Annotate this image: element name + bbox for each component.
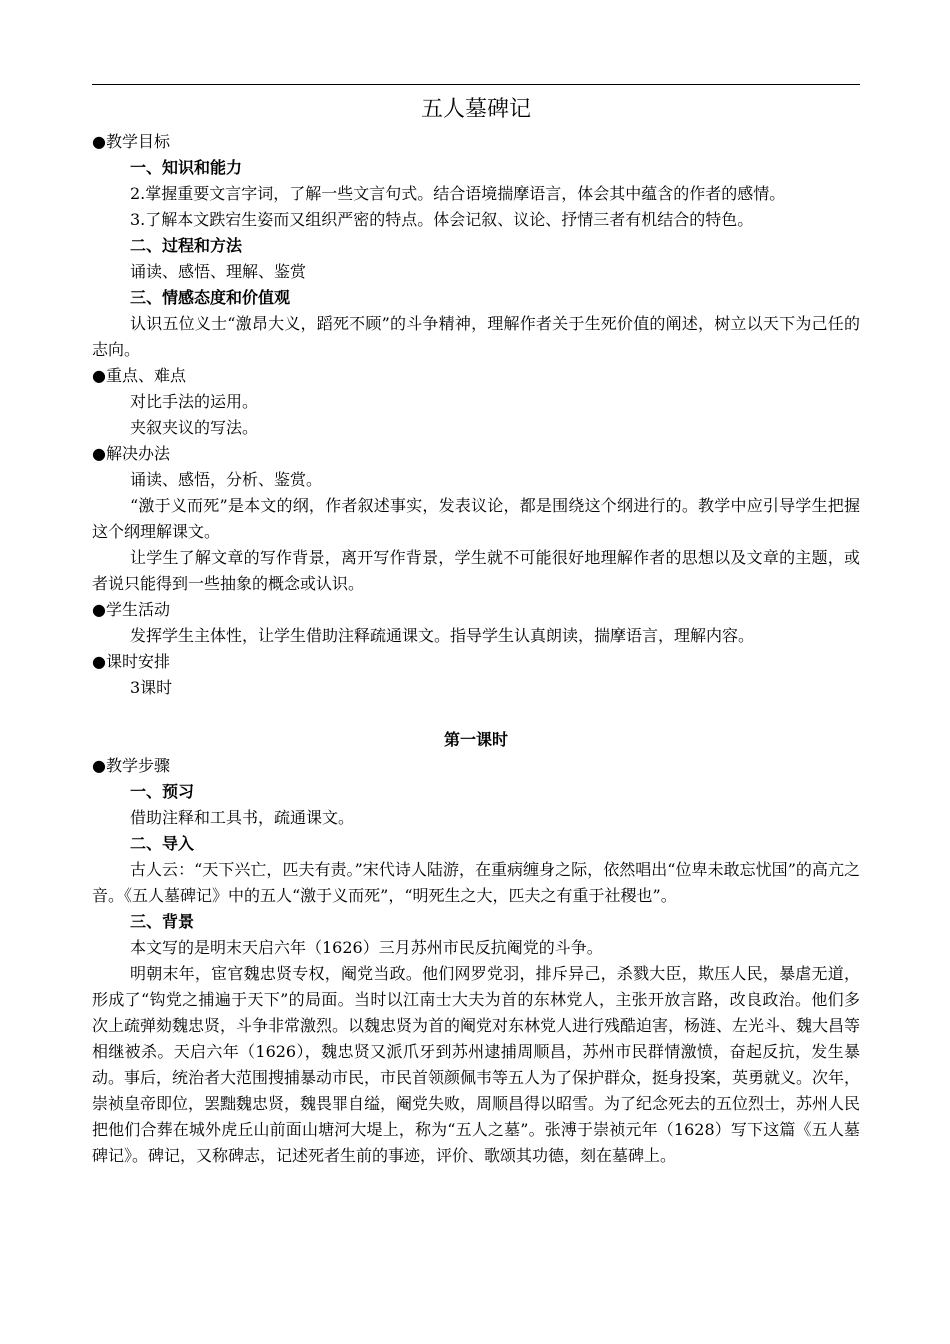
- section-heading-steps: ●教学步骤: [92, 756, 170, 775]
- paragraph: “激于义而死”是本文的纲，作者叙述事实，发表议论，都是围绕这个纲进行的。教学中应引导学生把握这个纲理解课文。: [92, 496, 860, 541]
- paragraph: 2.掌握重要文言字词，了解一些文言句式。结合语境揣摩语言，体会其中蕴含的作者的感情。: [130, 184, 786, 203]
- section-heading-schedule: ●课时安排: [92, 652, 170, 671]
- paragraph: 诵读、感悟，分析、鉴赏。: [130, 470, 323, 489]
- document-page: [92, 84, 860, 1169]
- subheading-values: 三、情感态度和价值观: [130, 288, 291, 307]
- paragraph: 本文写的是明末天启六年（1626）三月苏州市民反抗阉党的斗争。: [130, 938, 603, 957]
- paragraph: 对比手法的运用。: [130, 392, 259, 411]
- paragraph: 发挥学生主体性，让学生借助注释疏通课文。指导学生认真朗读，揣摩语言，理解内容。: [130, 626, 755, 645]
- paragraph: 认识五位义士“激昂大义，蹈死不顾”的斗争精神，理解作者关于生死价值的阐述，树立以天下为己任的志向。: [92, 314, 860, 359]
- subheading-introduction: 二、导入: [130, 834, 195, 853]
- section-heading-activities: ●学生活动: [92, 600, 170, 619]
- section-heading-objectives: ●教学目标: [92, 132, 170, 151]
- document-title: 五人墓碑记: [420, 97, 531, 122]
- paragraph: 夹叙夹议的写法。: [130, 418, 259, 437]
- section-heading-key-points: ●重点、难点: [92, 366, 186, 385]
- section-heading-solutions: ●解决办法: [92, 444, 170, 463]
- subheading-process: 二、过程和方法: [130, 236, 243, 255]
- paragraph: 3.了解本文跌宕生姿而又组织严密的特点。体会记叙、议论、抒情三者有机结合的特色。: [130, 210, 754, 229]
- paragraph: 诵读、感悟、理解、鉴赏: [130, 262, 307, 281]
- subheading-background: 三、背景: [130, 912, 195, 931]
- paragraph: 3课时: [130, 678, 173, 697]
- subheading-preview: 一、预习: [130, 782, 195, 801]
- paragraph: 让学生了解文章的写作背景，离开写作背景，学生就不可能很好地理解作者的思想以及文章的主题，或者说只能得到一些抽象的概念或认识。: [92, 548, 860, 593]
- paragraph: 明朝末年，宦官魏忠贤专权，阉党当政。他们网罗党羽，排斥异己，杀戮大臣，欺压人民，暴虐无道，形成了“钩党之捕遍于天下”的局面。当时以江南士大夫为首的东林党人，主张开放言路，改良政治。他们多次上疏弹劾魏忠贤，斗争非常激烈。以魏忠贤为首的阉党对东林党人进行残酷迫害，杨涟、左光斗、魏大昌等相继被杀。天启六年（1626），魏忠贤又派爪牙到苏州逮捕周顺昌，苏州市民群情激愤，奋起反抗，发生暴动。事后，统治者大范围搜捕暴动市民，市民首领颜佩韦等五人为了保护群众，挺身投案，英勇就义。次年，崇祯皇帝即位，罢黜魏忠贤，魏畏罪自缢，阉党失败，周顺昌得以昭雪。为了纪念死去的五位烈士，苏州人民把他们合葬在城外虎丘山前面山塘河大堤上，称为“五人之墓”。张溥于崇祯元年（1628）写下这篇《五人墓碑记》。碑记，又称碑志，记述死者生前的事迹，评价、歌颂其功德，刻在墓碑上。: [92, 964, 861, 1165]
- paragraph: 借助注释和工具书，疏通课文。: [130, 808, 355, 827]
- subheading-knowledge: 一、知识和能力: [130, 158, 243, 177]
- lesson-title: 第一课时: [443, 730, 508, 749]
- paragraph: 古人云：“天下兴亡，匹夫有责。”宋代诗人陆游，在重病缠身之际，依然唱出“位卑未敢忘忧国”的高亢之音。《五人墓碑记》中的五人“激于义而死”，“明死生之大，匹夫之有重于社稷也”。: [92, 860, 860, 905]
- header-rule: [92, 84, 860, 85]
